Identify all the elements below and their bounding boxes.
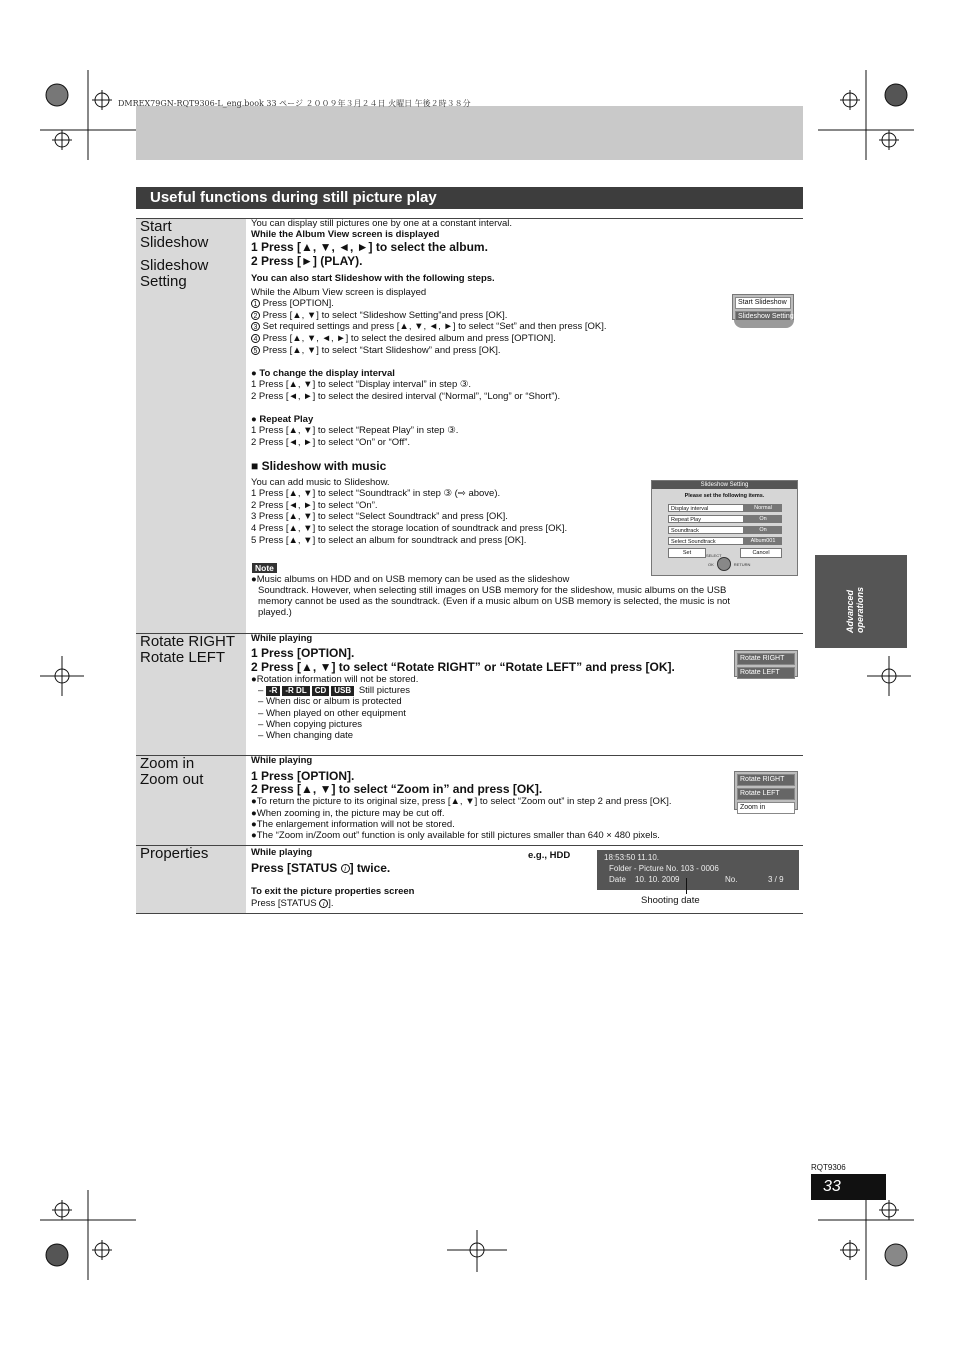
menu-item-rotate-right[interactable]: Rotate RIGHT	[737, 653, 795, 665]
interval-head-text: To change the display interval	[259, 368, 395, 379]
list-item	[251, 321, 607, 333]
properties-press	[251, 861, 390, 875]
note-label: Note	[252, 563, 277, 573]
dash-text: When changing date	[265, 730, 354, 741]
dialog-row-value: On	[744, 526, 782, 534]
side-tab-line1: Advanced	[845, 589, 855, 633]
menu-item-rotate-right[interactable]: Rotate RIGHT	[737, 774, 795, 786]
press-text: Press [STATUS	[251, 861, 338, 875]
title-line: Properties	[140, 845, 209, 862]
zoom-bullet-text: To return the picture to its original size, press [▲, ▼] to select “Zoom out” in step 2 and press [OK].	[256, 796, 672, 807]
list-item: 5 Press [▲, ▼] to select an album for soundtrack and press [OK].	[251, 534, 527, 546]
dialog-title: Slideshow Setting	[652, 481, 797, 489]
exit-text-end: ].	[328, 898, 334, 909]
dialog-row-value: Album001	[744, 537, 782, 545]
list-item	[251, 345, 607, 357]
menu-item-start-slideshow[interactable]: Start Slideshow	[735, 297, 791, 309]
music-head-text: Slideshow with music	[261, 459, 387, 473]
badge-usb: USB	[331, 686, 354, 696]
list-item: 1 Press [▲, ▼] to select “Soundtrack” in step ③ (⇨ above).	[251, 488, 501, 499]
interval-line: 2 Press [◄, ►] to select the desired interval (“Normal”, “Long” or “Short”).	[251, 391, 561, 402]
badge-rdl: -R DL	[282, 686, 309, 696]
rotate-bullet-text: Rotation information will not be stored.	[256, 674, 419, 685]
zoom-bullet-text: The enlargement information will not be stored.	[256, 819, 455, 830]
picture-properties-panel	[597, 850, 799, 890]
prop-time: 18:53:50 11.10.	[604, 853, 660, 862]
zoom-bullet-text: The “Zoom in/Zoom out” function is only available for still pictures smaller than 640 × 480 pixels.	[256, 830, 660, 841]
rotate-badge-line: – -R -R DL CD USB Still pictures	[258, 685, 411, 696]
dialog-row[interactable]	[668, 537, 782, 545]
title-line: Zoom in	[140, 755, 195, 772]
step-text: Press [▲, ▼, ◄, ►] to select the desired album and press [OPTION].	[262, 333, 556, 345]
step-text: Set required settings and press [▲, ▼, ◄, ►] to select “Set” and then press [OK].	[262, 321, 607, 333]
title-line: Setting	[140, 273, 187, 290]
menu-shadow	[734, 320, 794, 328]
zoom-bullet: ●When zooming in, the picture may be cut off.	[251, 808, 445, 819]
option-menu-zoom	[734, 771, 798, 810]
side-tab-line2: operations	[855, 586, 865, 633]
info-icon: i	[319, 899, 328, 908]
press-end-text: ] twice.	[349, 861, 391, 875]
dialog-row[interactable]	[668, 504, 782, 512]
step-number: 2	[251, 311, 260, 320]
dialog-row[interactable]	[668, 526, 782, 534]
exit-head: To exit the picture properties screen	[251, 886, 415, 897]
music-steps	[251, 488, 567, 546]
list-item: 2 Press [◄, ►] to select “On”.	[251, 499, 378, 511]
slideshow-intro: You can display still pictures one by one at a constant interval.	[251, 218, 513, 229]
rotate-bullet: ●Rotation information will not be stored.	[251, 674, 419, 685]
list-item	[251, 333, 607, 345]
rotate-dash: – When played on other equipment	[258, 708, 406, 719]
interval-line: 1 Press [▲, ▼] to select “Display interval” in step ③.	[251, 379, 472, 390]
exit-text	[251, 898, 334, 910]
slideshow-setting-dialog	[651, 480, 798, 576]
badge-r: -R	[266, 686, 280, 696]
interval-head: ● To change the display interval	[251, 368, 395, 379]
repeat-head: ● Repeat Play	[251, 414, 314, 425]
nav-ok-label: OK	[708, 561, 714, 567]
slideshow-title	[140, 219, 208, 290]
step-text: Press [▲, ▼] to select “Slideshow Setting”and press [OK].	[262, 309, 508, 321]
properties-while: While playing	[251, 847, 313, 858]
note-line: memory cannot be used as the soundtrack. (Even if a music album on USB memory is selected, the music is not	[258, 596, 731, 607]
step-text: Press [OPTION].	[262, 298, 334, 309]
header-band	[136, 106, 803, 160]
slideshow-while2: While the Album View screen is displayed	[251, 287, 427, 298]
rotate-step1: 1 Press [OPTION].	[251, 646, 355, 660]
repeat-line: 1 Press [▲, ▼] to select “Repeat Play” in step ③.	[251, 425, 459, 436]
rotate-while: While playing	[251, 633, 313, 644]
step-number: 3	[251, 322, 260, 331]
title-line: Rotate LEFT	[140, 649, 226, 666]
nav-select-label: SELECT	[706, 553, 722, 558]
prop-folder: Folder - Picture No. 103 - 0006	[609, 864, 719, 873]
section-title: Useful functions during still picture play	[136, 187, 803, 209]
note-text: Music albums on HDD and on USB memory can be used as the slideshow	[256, 574, 570, 585]
prop-no-label: No.	[725, 875, 738, 884]
title-line: Slideshow	[140, 234, 209, 251]
music-head: ■ Slideshow with music	[251, 459, 387, 473]
note-line: played.)	[258, 607, 292, 618]
info-icon: i	[341, 864, 350, 873]
dialog-row-label: Display interval	[668, 504, 744, 512]
slideshow-label-cell	[136, 219, 246, 633]
page-code: RQT9306	[811, 1163, 846, 1172]
dialog-row-label: Select Soundtrack	[668, 537, 744, 545]
rotate-dash: – When disc or album is protected	[258, 696, 402, 707]
menu-item-rotate-left[interactable]: Rotate LEFT	[737, 667, 795, 679]
repeat-head-text: Repeat Play	[259, 414, 314, 425]
title-line: Zoom out	[140, 771, 204, 788]
slideshow-step1: 1 Press [▲, ▼, ◄, ►] to select the album.	[251, 240, 488, 254]
menu-item-rotate-left[interactable]: Rotate LEFT	[737, 788, 795, 800]
nav-return-label: RETURN	[733, 561, 751, 567]
dash-text: When copying pictures	[265, 719, 363, 730]
step-text: Press [▲, ▼] to select “Start Slideshow” and press [OK].	[262, 344, 501, 356]
dialog-cancel-button[interactable]: Cancel	[740, 548, 782, 558]
title-line: Rotate RIGHT	[140, 633, 236, 650]
menu-item-slideshow-setting[interactable]: Slideshow Setting	[735, 311, 791, 323]
step-number: 4	[251, 334, 260, 343]
callout-line	[686, 878, 687, 894]
print-line: DMREX79GN-RQT9306-L_eng.book 33 ページ ２００９年３月２４日 火曜日 午後２時３８分	[118, 99, 471, 108]
slideshow-while: While the Album View screen is displayed	[251, 229, 440, 240]
title-line: Slideshow	[140, 257, 209, 274]
slideshow-steps-list	[251, 298, 607, 356]
dialog-set-button[interactable]: Set	[668, 548, 706, 558]
zoom-while: While playing	[251, 755, 313, 766]
list-item	[251, 298, 607, 310]
note-line: ●Music albums on HDD and on USB memory can be used as the slideshow	[251, 574, 570, 585]
dialog-row-value: On	[744, 515, 782, 523]
rotate-dash: – When changing date	[258, 730, 354, 741]
shooting-date-caption: Shooting date	[641, 895, 700, 906]
slideshow-step2: 2 Press [►] (PLAY).	[251, 254, 363, 268]
zoom-bullet: ●The enlargement information will not be stored.	[251, 819, 455, 830]
table-bottom-rule	[136, 913, 803, 914]
zoom-bullet-text: When zooming in, the picture may be cut off.	[256, 808, 445, 819]
step-number: 1	[251, 299, 260, 308]
properties-label-cell	[136, 846, 246, 913]
music-intro: You can add music to Slideshow.	[251, 477, 390, 488]
prop-date-label: Date	[609, 875, 626, 884]
menu-item-zoom-in[interactable]: Zoom in	[737, 802, 795, 814]
step-number: 5	[251, 346, 260, 355]
dash-text: When played on other equipment	[265, 708, 406, 719]
rotate-step2: 2 Press [▲, ▼] to select “Rotate RIGHT” or “Rotate LEFT” and press [OK].	[251, 660, 675, 674]
rotate-dash: – When copying pictures	[258, 719, 363, 730]
zoom-label-cell	[136, 756, 246, 845]
badge-cd: CD	[312, 686, 330, 696]
prop-count: 3 / 9	[768, 875, 784, 884]
list-item: 3 Press [▲, ▼] to select “Select Soundtrack” and press [OK].	[251, 511, 508, 523]
dialog-row-value: Normal	[744, 504, 782, 512]
rotate-label-cell	[136, 634, 246, 755]
repeat-line: 2 Press [◄, ►] to select “On” or “Off”.	[251, 437, 411, 448]
zoom-bullet: ●To return the picture to its original size, press [▲, ▼] to select “Zoom out” in step 2 and press [OK].	[251, 796, 672, 807]
dialog-prompt: Please set the following items.	[684, 493, 765, 499]
dialog-row-label: Soundtrack	[668, 526, 744, 534]
exit-text-start: Press [STATUS	[251, 898, 317, 909]
page-number: 33	[811, 1174, 886, 1200]
zoom-step2: 2 Press [▲, ▼] to select “Zoom in” and press [OK].	[251, 782, 543, 796]
title-line: Start	[140, 218, 172, 235]
badge-text: Still pictures	[358, 685, 411, 696]
zoom-bullet: ●The “Zoom in/Zoom out” function is only available for still pictures smaller than 640 × 480 pixels.	[251, 830, 660, 841]
remote-dpad-icon	[717, 557, 731, 571]
prop-date: 10. 10. 2009	[635, 875, 680, 884]
side-tab	[815, 555, 907, 648]
dialog-row-label: Repeat Play	[668, 515, 744, 523]
dash-text: When disc or album is protected	[265, 696, 402, 707]
dialog-row[interactable]	[668, 515, 782, 523]
slideshow-also: You can also start Slideshow with the following steps.	[251, 273, 495, 284]
list-item: 4 Press [▲, ▼] to select the storage location of soundtrack and press [OK].	[251, 523, 568, 535]
list-item	[251, 310, 607, 322]
eg-label: e.g., HDD	[528, 850, 571, 861]
option-menu-rotate	[734, 650, 798, 677]
note-line: Soundtrack. However, when selecting still images on USB memory for the slideshow, music albums on the USB	[258, 585, 727, 596]
option-menu-slideshow	[732, 294, 794, 320]
zoom-step1: 1 Press [OPTION].	[251, 769, 355, 783]
